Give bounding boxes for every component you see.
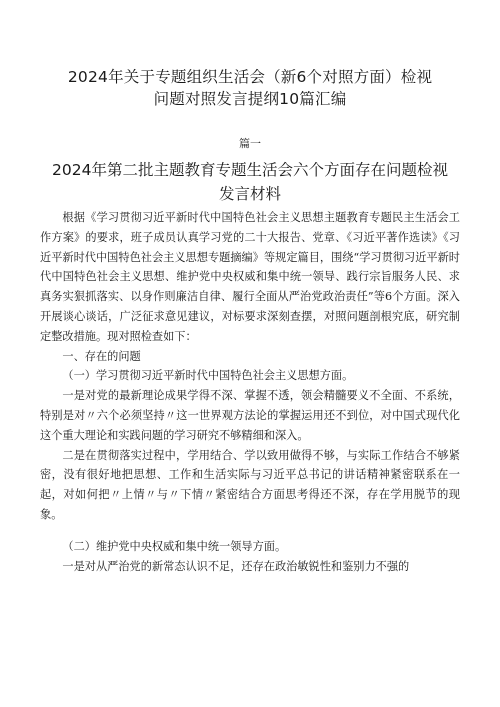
document-title-line-2: 问题对照发言提纲10篇汇编 [153,90,347,108]
document-title-line-1: 2024年关于专题组织生活会（新6个对照方面）检视 [67,68,433,86]
paragraph-intro: 根据《学习贯彻习近平新时代中国特色社会主义思想主题教育专题民主生活会工作方案》的要求，班子成员认真学习党的二十大报告、党章、《习近平著作选读》《习近平新时代中国特色社会主义思想专题摘编》等规定篇目，围绕“学习贯彻习近平新时代中国特色社会主义思想、维护党中央权威和集中统一领导、践行宗旨服务人民、求真务实狠抓落实、以身作则廉洁自律、履行全面从严治党政治责任”等6个方面。深入开展谈心谈话，广泛征求意见建议，对标要求深刻查摆，对照问题剖根究底，研究制定整改措施。现对照检查如下： [40,211,460,343]
subheading-central-authority: （二）维护党中央权威和集中统一领导方面。 [62,539,287,553]
subheading-study-thought: （一）学习贯彻习近平新时代中国特色社会主义思想方面。 [62,369,354,383]
heading-existing-problems: 一、存在的问题 [62,349,141,363]
section-title [40,158,460,206]
document-body [40,208,460,576]
paragraph-point-one-b: 一是对从严治党的新常态认识不足，还存在政治敏锐性和鉴别力不强的 [62,559,410,573]
section-number: 篇一 [239,137,261,150]
document-title [40,66,460,110]
paragraph-point-two: 二是在贯彻落实过程中，学用结合、学以致用做得不够，与实际工作结合不够紧密，没有很好地把思想、工作和生活实际与习近平总书记的讲话精神紧密联系在一起，对如何把〃上情〃与〃下情〃紧密结合方面思考得还不深，存在学用脱节的现象。 [40,448,460,521]
section-title-line-2: 发言材料 [218,185,281,203]
paragraph-point-one: 一是对党的最新理论成果学得不深、掌握不透，领会精髓要义不全面、不系统，特别是对〃六个必须坚持〃这一世界观方法论的掌握运用还不到位，对中国式现代化这个重大理论和实践问题的学习研究不够精细和深入。 [40,389,460,442]
section-title-line-1: 2024年第二批主题教育专题生活会六个方面存在问题检视 [52,161,448,179]
